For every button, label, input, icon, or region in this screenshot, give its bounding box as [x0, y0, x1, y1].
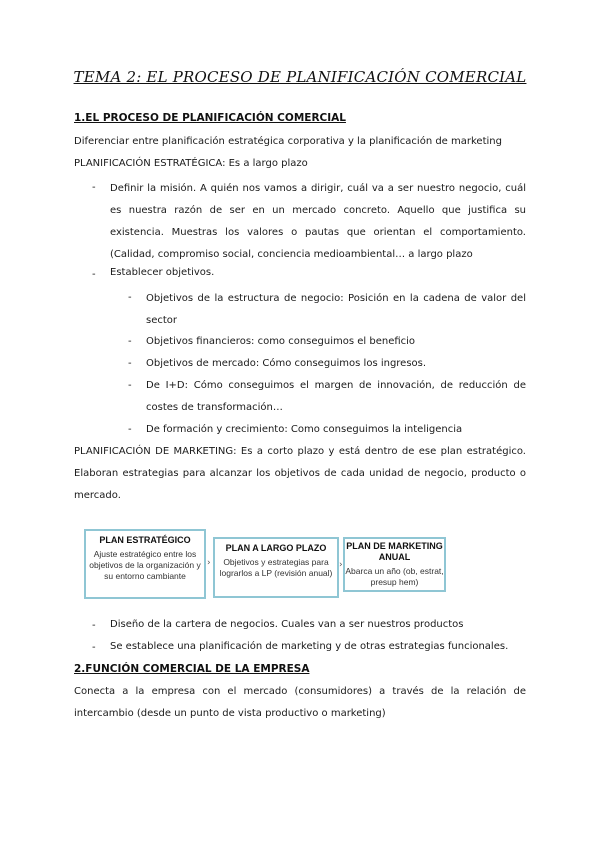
section-1-heading: 1.EL PROCESO DE PLANIFICACIÓN COMERCIAL: [74, 112, 346, 124]
plan-marketing-anual-title: PLAN DE MARKETING ANUAL: [346, 541, 443, 562]
objective-training: De formación y crecimiento: Como conseguimos la inteligencia: [146, 424, 463, 435]
list-dash: -: [92, 182, 96, 193]
plan-estrategico-body: Ajuste estratégico entre los objetivos de la organización y su entorno cambiante: [89, 549, 201, 581]
list-dash: -: [128, 292, 132, 303]
portfolio-bullet: Diseño de la cartera de negocios. Cuales van a ser nuestros productos: [110, 619, 464, 630]
objective-business-structure: Objetivos de la estructura de negocio: Posición en la cadena de valor del sector: [146, 293, 526, 326]
list-dash: -: [128, 424, 132, 435]
commercial-function-paragraph: Conecta a la empresa con el mercado (consumidores) a través de la relación de intercambio (desde un punto de vista productivo o marketing): [74, 686, 526, 719]
plan-marketing-anual-box: [343, 537, 446, 592]
objectives-bullet: Establecer objetivos.: [110, 267, 215, 278]
objective-market: Objetivos de mercado: Cómo conseguimos los ingresos.: [146, 358, 427, 369]
plan-largo-plazo-box: [213, 537, 339, 598]
mission-bullet: Definir la misión. A quién nos vamos a dirigir, cuál va a ser nuestro negocio, cuál es nuestra razón de ser en un mercado concreto. Aquello que justifica su existencia. Muestras los valores o pautas que orientan el comportamiento. (Calidad, compromiso social, conciencia medioambiental… a largo plazo: [110, 183, 526, 260]
strategic-planning-label: PLANIFICACIÓN ESTRATÉGICA: Es a largo plazo: [74, 158, 308, 169]
objective-financial: Objetivos financieros: como conseguimos el beneficio: [146, 336, 416, 347]
list-dash: -: [128, 336, 132, 347]
list-dash: -: [128, 380, 132, 391]
list-dash: -: [92, 269, 96, 280]
plan-largo-plazo-body: Objetivos y estrategias para lograrlos a LP (revisión anual): [219, 557, 333, 578]
objective-rd: De I+D: Cómo conseguimos el margen de innovación, de reducción de costes de transformación…: [146, 380, 526, 413]
plan-largo-plazo-title: PLAN A LARGO PLAZO: [225, 543, 327, 553]
list-dash: -: [92, 642, 96, 653]
plan-marketing-anual-body: Abarca un año (ob, estrat, presup hem): [345, 566, 444, 587]
plan-estrategico-title: PLAN ESTRATÉGICO: [99, 535, 191, 545]
functional-strategies-bullet: Se establece una planificación de marketing y de otras estrategias funcionales.: [110, 641, 509, 652]
marketing-planning-paragraph: PLANIFICACIÓN DE MARKETING: Es a corto plazo y está dentro de ese plan estratégico. Elaboran estrategias para alcanzar los objetivos de cada unidad de negocio, producto o mercado.: [74, 446, 526, 501]
intro-paragraph: Diferenciar entre planificación estratégica corporativa y la planificación de marketing: [74, 136, 502, 147]
plan-estrategico-box: [84, 529, 206, 599]
list-dash: -: [128, 358, 132, 369]
arrow-right-icon: ›: [339, 560, 343, 570]
list-dash: -: [92, 620, 96, 631]
section-2-heading: 2.FUNCIÓN COMERCIAL DE LA EMPRESA: [74, 663, 310, 675]
page-title: TEMA 2: EL PROCESO DE PLANIFICACIÓN COMERCIAL: [73, 68, 527, 86]
arrow-right-icon: ›: [207, 558, 211, 568]
